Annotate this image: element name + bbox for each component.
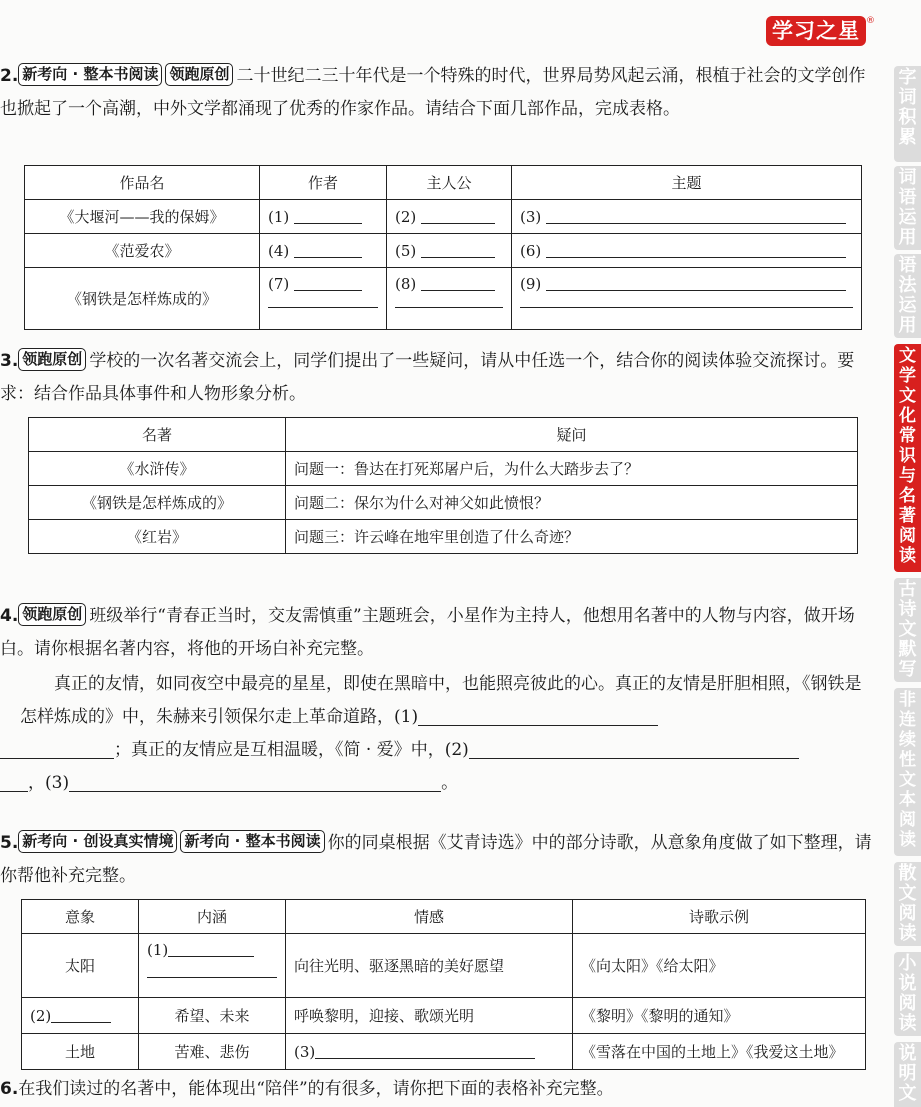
table-row — [29, 520, 858, 554]
blank-number: (3) — [294, 1043, 316, 1061]
table-row — [25, 200, 862, 234]
blank-number: (4) — [268, 242, 290, 260]
answer-cell — [139, 934, 286, 998]
answer-cell — [512, 268, 862, 330]
side-tab-label: 词语运用 — [898, 167, 917, 248]
table-row — [29, 452, 858, 486]
table-row — [22, 934, 866, 998]
blank-number: (3) — [45, 773, 70, 793]
column-header: 情感 — [286, 900, 573, 934]
side-tab-label: 说明文 — [898, 1043, 917, 1104]
answer-cell — [512, 234, 862, 268]
blank-number: (1) — [268, 208, 290, 226]
blank-number: (1) — [147, 941, 169, 959]
book-title: 《红岩》 — [29, 520, 286, 554]
work-title: 《大堰河——我的保姆》 — [25, 200, 260, 234]
answer-cell — [512, 200, 862, 234]
sentence-end: 。 — [441, 773, 459, 793]
blank-number: (2) — [30, 1007, 52, 1025]
passage-text: ；真正的友情应是互相温暖，《简 · 爱》中， — [114, 740, 445, 760]
question-text: 班级举行“青春正当时，交友需慎重”主题班会，小星作为主持人，他想用名著中的人物与内容，做开场白。请你根据名著内容，将他的开场白补充完整。 — [0, 606, 855, 659]
question-2 — [0, 60, 880, 126]
blank-number: (1) — [394, 707, 419, 727]
table-header-row — [29, 418, 858, 452]
answer-blank[interactable] — [294, 241, 362, 258]
question-3 — [0, 345, 880, 411]
emotion-cell: 呼唤黎明，迎接、歌颂光明 — [286, 998, 573, 1034]
brand-logo: 学习之星 — [766, 16, 866, 46]
blank-number: (8) — [395, 275, 417, 293]
table-row — [29, 486, 858, 520]
question-text: 学校的一次名著交流会上，同学们提出了一些疑问，请从中任选一个，结合你的阅读体验交流探讨。要求：结合作品具体事件和人物形象分析。 — [0, 351, 855, 404]
answer-blank[interactable] — [546, 241, 846, 258]
question-number: 5. — [0, 833, 19, 853]
work-title: 《钢铁是怎样炼成的》 — [25, 268, 260, 330]
side-tab-label: 语法运用 — [898, 255, 917, 336]
column-header: 作品名 — [25, 166, 260, 200]
side-tab-label: 小说阅读 — [898, 953, 917, 1034]
side-tab-label: 非连续性文本阅读 — [899, 690, 916, 850]
answer-blank[interactable] — [51, 1006, 111, 1023]
answer-blank[interactable] — [421, 241, 495, 258]
question-number: 2. — [0, 66, 19, 86]
table-row — [25, 268, 862, 330]
meaning-cell: 苦难、悲伤 — [139, 1034, 286, 1070]
blank-number: (3) — [520, 208, 542, 226]
question-text: 你的同桌根据《艾青诗选》中的部分诗歌，从意象角度做了如下整理，请你帮他补充完整。 — [0, 833, 872, 886]
tag-badge: 领跑原创 — [18, 348, 86, 371]
answer-cell — [387, 268, 512, 330]
side-tab-expository[interactable] — [894, 1042, 921, 1107]
poem-cell: 《向太阳》《给太阳》 — [573, 934, 866, 998]
table-row — [25, 234, 862, 268]
column-header: 主题 — [512, 166, 862, 200]
book-title: 《水浒传》 — [29, 452, 286, 486]
answer-blank-line[interactable] — [395, 297, 503, 308]
side-tab-label: 古诗文默写 — [898, 579, 917, 680]
answer-blank[interactable] — [0, 773, 28, 792]
blank-number: (2) — [395, 208, 417, 226]
answer-blank[interactable] — [69, 773, 441, 792]
answer-cell — [286, 1034, 573, 1070]
answer-blank-line[interactable] — [520, 297, 853, 308]
question-number: 3. — [0, 351, 19, 371]
answer-blank-line[interactable] — [268, 297, 378, 308]
answer-cell — [22, 998, 139, 1034]
answer-blank[interactable] — [294, 207, 362, 224]
separator: ， — [28, 773, 45, 793]
questions-table — [28, 417, 858, 554]
side-tab-vocabulary[interactable] — [894, 66, 921, 162]
question-number: 6. — [0, 1079, 19, 1099]
side-tab-label: 字词积累 — [898, 67, 917, 148]
blank-number: (5) — [395, 242, 417, 260]
question-cell: 问题一：鲁达在打死郑屠户后，为什么大踏步去了？ — [286, 452, 858, 486]
question-text: 二十世纪二三十年代是一个特殊的时代，世界局势风起云涌，根植于社会的文学创作也掀起了一个高潮，中外文学都涌现了优秀的作家作品。请结合下面几部作品，完成表格。 — [0, 66, 866, 119]
answer-blank[interactable] — [546, 207, 846, 224]
poem-cell: 《黎明》《黎明的通知》 — [573, 998, 866, 1034]
column-header: 内涵 — [139, 900, 286, 934]
answer-blank[interactable] — [418, 707, 658, 726]
question-6 — [0, 1073, 880, 1106]
answer-blank[interactable] — [469, 740, 799, 759]
column-header: 作者 — [260, 166, 387, 200]
blank-number: (2) — [444, 740, 469, 760]
registered-mark: ® — [866, 16, 875, 26]
table-header-row — [25, 166, 862, 200]
table-header-row — [22, 900, 866, 934]
tag-badge: 新考向 · 整本书阅读 — [180, 830, 324, 853]
answer-blank[interactable] — [294, 274, 362, 291]
opening-passage — [20, 668, 870, 800]
emotion-cell: 向往光明、驱逐黑暗的美好愿望 — [286, 934, 573, 998]
column-header: 意象 — [22, 900, 139, 934]
poem-cell: 《雪落在中国的土地上》《我爱这土地》 — [573, 1034, 866, 1070]
table-row — [22, 1034, 866, 1070]
side-tab-nonlinear-text[interactable] — [894, 688, 921, 856]
meaning-cell: 希望、未来 — [139, 998, 286, 1034]
answer-cell — [387, 200, 512, 234]
answer-blank[interactable] — [0, 740, 114, 759]
answer-blank[interactable] — [168, 940, 254, 957]
answer-blank[interactable] — [315, 1042, 535, 1059]
side-tab-poetry[interactable] — [894, 578, 921, 682]
side-tab-label: 散文阅读 — [898, 863, 917, 944]
question-4 — [0, 600, 880, 666]
answer-cell — [260, 268, 387, 330]
question-number: 4. — [0, 606, 19, 626]
column-header: 诗歌示例 — [573, 900, 866, 934]
tag-badge: 领跑原创 — [18, 603, 86, 626]
blank-number: (9) — [520, 275, 542, 293]
tag-badge: 新考向 · 整本书阅读 — [18, 63, 162, 86]
question-text: 在我们读过的名著中，能体现出“陪伴”的有很多，请你把下面的表格补充完整。 — [18, 1079, 614, 1099]
answer-cell — [260, 200, 387, 234]
side-tab-literature[interactable] — [894, 344, 921, 572]
side-tab-prose[interactable] — [894, 862, 921, 946]
side-tab-grammar[interactable] — [894, 254, 921, 338]
image-cell: 太阳 — [22, 934, 139, 998]
works-table — [24, 165, 862, 330]
imagery-table — [21, 899, 866, 1070]
column-header: 主人公 — [387, 166, 512, 200]
book-title: 《钢铁是怎样炼成的》 — [29, 486, 286, 520]
answer-blank[interactable] — [421, 274, 495, 291]
column-header: 疑问 — [286, 418, 858, 452]
tag-badge: 新考向 · 创设真实情境 — [18, 830, 177, 853]
question-5 — [0, 827, 880, 893]
side-tab-label: 文学文化常识与名著阅读 — [899, 346, 916, 566]
answer-blank[interactable] — [421, 207, 495, 224]
question-cell: 问题三：许云峰在地牢里创造了什么奇迹？ — [286, 520, 858, 554]
blank-number: (7) — [268, 275, 290, 293]
passage-text: 真正的友情，如同夜空中最亮的星星，即使在黑暗中，也能照亮彼此的心。真正的友情是肝胆相照，《钢铁是怎样炼成的》中，朱赫来引领保尔走上革命道路， — [20, 674, 862, 727]
column-header: 名著 — [29, 418, 286, 452]
side-tab-fiction[interactable] — [894, 952, 921, 1036]
side-tab-word-usage[interactable] — [894, 166, 921, 250]
blank-number: (6) — [520, 242, 542, 260]
answer-blank[interactable] — [546, 274, 846, 291]
table-row — [22, 998, 866, 1034]
question-cell: 问题二：保尔为什么对神父如此愤恨？ — [286, 486, 858, 520]
answer-cell — [260, 234, 387, 268]
work-title: 《范爱农》 — [25, 234, 260, 268]
answer-cell — [387, 234, 512, 268]
tag-badge: 领跑原创 — [165, 63, 233, 86]
answer-blank-line[interactable] — [147, 967, 277, 978]
image-cell: 土地 — [22, 1034, 139, 1070]
